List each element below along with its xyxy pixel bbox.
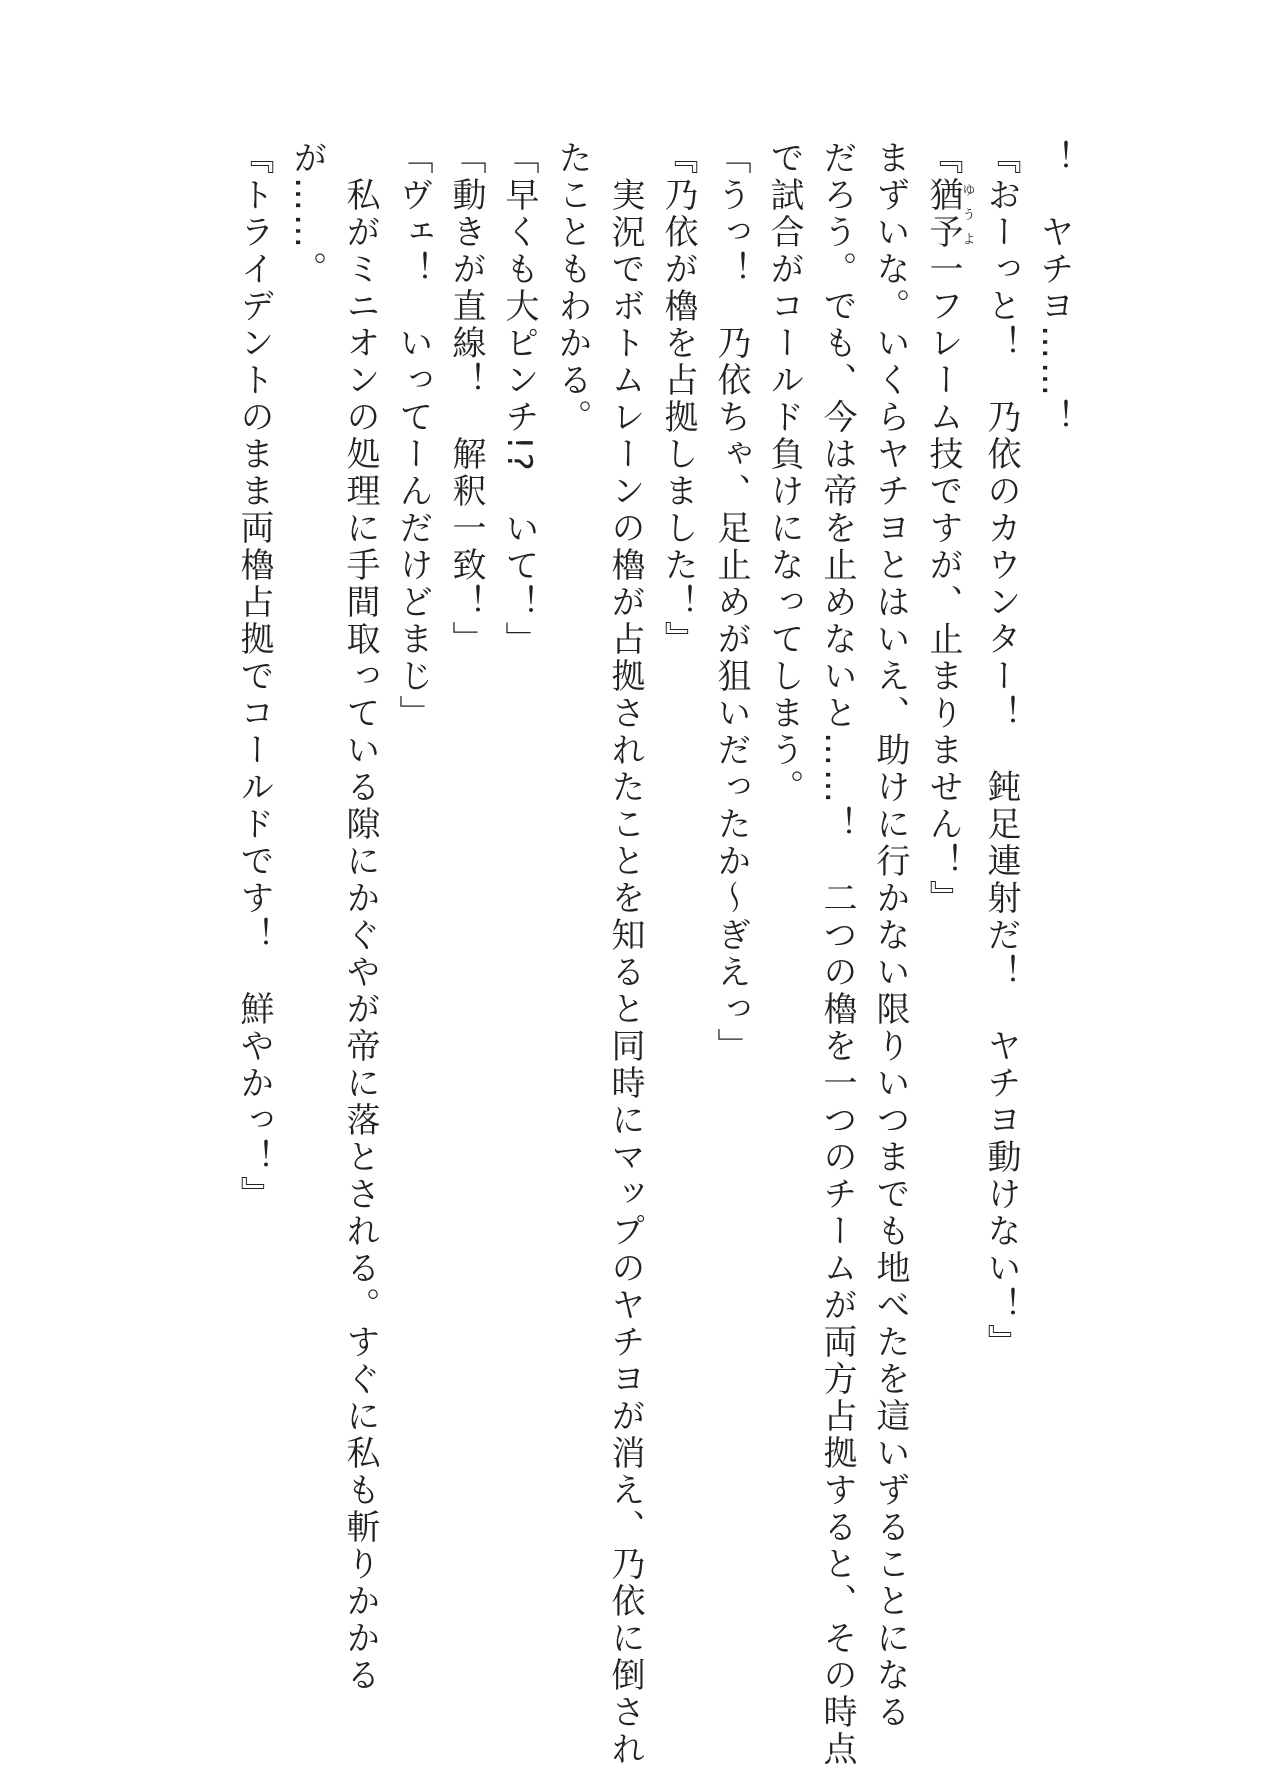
text-line-with-ruby xyxy=(916,140,974,1560)
ruby-reading: ゆうよ xyxy=(959,177,975,251)
text-line: まずいな。いくらヤチヨとはいえ、助けに行かない限りいつまでも地べたを這いずることになる xyxy=(870,140,910,1731)
text-line: 「動きが直線！ 解釈一致！」 xyxy=(446,140,486,658)
ruby-line-rest: 一フレーム技ですが、止まりません！』 xyxy=(923,251,963,917)
text-line: 私がミニオンの処理に手間取っている隙にかぐやが帝に落とされる。すぐに私も斬りかかる xyxy=(340,140,380,1694)
text-line: 実況でボトムレーンの櫓が占拠されたことを知ると同時にマップのヤチヨが消え、乃依に倒され xyxy=(605,140,645,1768)
text-line: が……。 xyxy=(287,140,327,288)
text-line: 『トライデントのまま両櫓占拠でコールドです！ 鮮やかっ！』 xyxy=(234,140,274,1213)
text-line: 「うっ！ 乃依ちゃ、足止めが狙いだったか～ぎえっ」 xyxy=(711,140,751,1065)
text-line: たこともわかる。 xyxy=(552,140,592,436)
furigana xyxy=(923,177,975,251)
ruby-line-open: 『 xyxy=(923,140,963,177)
text-line: 『乃依が櫓を占拠しました！』 xyxy=(658,140,698,658)
text-line: 「早くも大ピンチ!? いて！」 xyxy=(499,140,539,659)
text-line: 「ヴェ！ いってーんだけどまじ」 xyxy=(393,140,433,732)
text-line: ！ ヤチヨ……！ xyxy=(1034,140,1074,436)
ruby-base: 猶予 xyxy=(923,177,963,251)
text-line: で試合がコールド負けになってしまう。 xyxy=(764,140,804,806)
vertical-text-body xyxy=(200,140,1080,1768)
text-line: 『おーっと！ 乃依のカウンター！ 鈍足連射だ！ ヤチヨ動けない！』 xyxy=(981,140,1021,1361)
text-line: だろう。でも、今は帝を止めないと……！ 二つの櫓を一つのチームが両方占拠すると、その時点 xyxy=(817,140,857,1768)
